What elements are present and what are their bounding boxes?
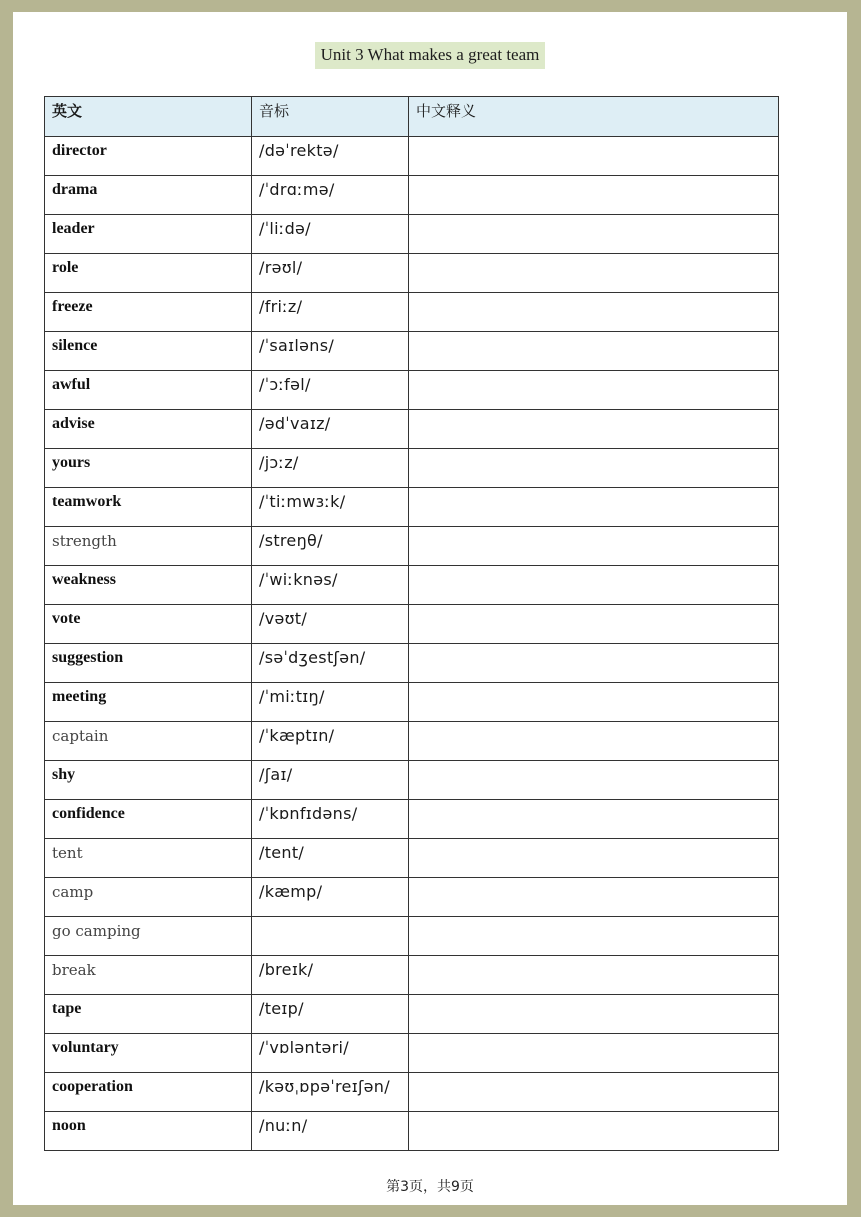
meaning-cell[interactable] (409, 800, 779, 839)
table-row (45, 917, 779, 956)
table-row (45, 410, 779, 449)
meaning-cell[interactable] (409, 449, 779, 488)
meaning-cell[interactable] (409, 761, 779, 800)
phonetic-cell: /ˈwiːknəs/ (252, 566, 409, 605)
phonetic-cell: /ˈmiːtɪŋ/ (252, 683, 409, 722)
meaning-cell[interactable] (409, 332, 779, 371)
header-chinese: 中文释义 (409, 97, 779, 137)
table-row (45, 137, 779, 176)
phonetic-cell: /ˈvɒləntəri/ (252, 1034, 409, 1073)
word-cell: silence (45, 332, 252, 371)
meaning-cell[interactable] (409, 410, 779, 449)
phonetic-cell: /nuːn/ (252, 1112, 409, 1151)
header-english: 英文 (45, 97, 252, 137)
word-cell: freeze (45, 293, 252, 332)
word-cell: tape (45, 995, 252, 1034)
table-row (45, 605, 779, 644)
phonetic-cell: /breɪk/ (252, 956, 409, 995)
meaning-cell[interactable] (409, 176, 779, 215)
table-row (45, 449, 779, 488)
meaning-cell[interactable] (409, 527, 779, 566)
meaning-cell[interactable] (409, 254, 779, 293)
header-phonetic: 音标 (252, 97, 409, 137)
phonetic-cell: /ˈkɒnfɪdəns/ (252, 800, 409, 839)
table-row (45, 176, 779, 215)
table-body (45, 137, 779, 1151)
phonetic-cell: /dəˈrektə/ (252, 137, 409, 176)
word-cell: meeting (45, 683, 252, 722)
word-cell: advise (45, 410, 252, 449)
word-cell: leader (45, 215, 252, 254)
meaning-cell[interactable] (409, 137, 779, 176)
meaning-cell[interactable] (409, 566, 779, 605)
phonetic-cell: /ʃaɪ/ (252, 761, 409, 800)
word-cell: shy (45, 761, 252, 800)
table-row (45, 254, 779, 293)
table-row (45, 215, 779, 254)
meaning-cell[interactable] (409, 917, 779, 956)
table-row (45, 761, 779, 800)
meaning-cell[interactable] (409, 839, 779, 878)
word-cell: captain (45, 722, 252, 761)
table-row (45, 644, 779, 683)
phonetic-cell: /jɔːz/ (252, 449, 409, 488)
phonetic-cell: /kæmp/ (252, 878, 409, 917)
phonetic-cell: /ədˈvaɪz/ (252, 410, 409, 449)
word-cell: camp (45, 878, 252, 917)
table-row (45, 800, 779, 839)
word-cell: break (45, 956, 252, 995)
phonetic-cell (252, 917, 409, 956)
table-row (45, 371, 779, 410)
table-row (45, 1034, 779, 1073)
word-cell: voluntary (45, 1034, 252, 1073)
phonetic-cell: /rəʊl/ (252, 254, 409, 293)
meaning-cell[interactable] (409, 1112, 779, 1151)
phonetic-cell: /ˈtiːmwɜːk/ (252, 488, 409, 527)
phonetic-cell: /ˈɔːfəl/ (252, 371, 409, 410)
meaning-cell[interactable] (409, 644, 779, 683)
meaning-cell[interactable] (409, 605, 779, 644)
page-title: Unit 3 What makes a great team (315, 42, 546, 69)
table-row (45, 956, 779, 995)
phonetic-cell: /ˈsaɪləns/ (252, 332, 409, 371)
table-row (45, 722, 779, 761)
phonetic-cell: /tent/ (252, 839, 409, 878)
table-row (45, 878, 779, 917)
table-header-row (45, 97, 779, 137)
meaning-cell[interactable] (409, 488, 779, 527)
word-cell: cooperation (45, 1073, 252, 1112)
phonetic-cell: /streŋθ/ (252, 527, 409, 566)
meaning-cell[interactable] (409, 371, 779, 410)
title-wrapper (13, 42, 847, 69)
document-page (13, 12, 847, 1205)
word-cell: director (45, 137, 252, 176)
phonetic-cell: /vəʊt/ (252, 605, 409, 644)
table-row (45, 1073, 779, 1112)
table-row (45, 488, 779, 527)
word-cell: awful (45, 371, 252, 410)
phonetic-cell: /ˈdrɑːmə/ (252, 176, 409, 215)
word-cell: teamwork (45, 488, 252, 527)
meaning-cell[interactable] (409, 1073, 779, 1112)
phonetic-cell: /ˈliːdə/ (252, 215, 409, 254)
meaning-cell[interactable] (409, 722, 779, 761)
word-cell: strength (45, 527, 252, 566)
phonetic-cell: /ˈkæptɪn/ (252, 722, 409, 761)
word-cell: role (45, 254, 252, 293)
vocabulary-table (44, 96, 779, 1151)
word-cell: noon (45, 1112, 252, 1151)
table-row (45, 683, 779, 722)
word-cell: vote (45, 605, 252, 644)
phonetic-cell: /friːz/ (252, 293, 409, 332)
word-cell: go camping (45, 917, 252, 956)
table-row (45, 566, 779, 605)
table-row (45, 293, 779, 332)
table-row (45, 332, 779, 371)
word-cell: suggestion (45, 644, 252, 683)
meaning-cell[interactable] (409, 683, 779, 722)
table-row (45, 1112, 779, 1151)
meaning-cell[interactable] (409, 293, 779, 332)
meaning-cell[interactable] (409, 1034, 779, 1073)
page-number: 第3页，共9页 (386, 1179, 474, 1195)
word-cell: tent (45, 839, 252, 878)
word-cell: yours (45, 449, 252, 488)
word-cell: drama (45, 176, 252, 215)
phonetic-cell: /kəʊˌɒpəˈreɪʃən/ (252, 1073, 409, 1112)
word-cell: confidence (45, 800, 252, 839)
meaning-cell[interactable] (409, 995, 779, 1034)
phonetic-cell: /teɪp/ (252, 995, 409, 1034)
table-row (45, 527, 779, 566)
phonetic-cell: /səˈdʒestʃən/ (252, 644, 409, 683)
meaning-cell[interactable] (409, 215, 779, 254)
word-cell: weakness (45, 566, 252, 605)
meaning-cell[interactable] (409, 956, 779, 995)
table-row (45, 995, 779, 1034)
meaning-cell[interactable] (409, 878, 779, 917)
table-row (45, 839, 779, 878)
